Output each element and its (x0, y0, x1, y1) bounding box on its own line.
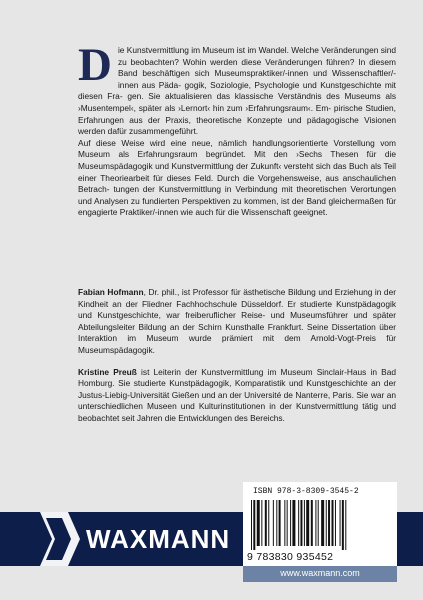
blurb-line: ›Sechs Thesen für die Museumspädagogik und Kunstvermittlung (78, 149, 396, 171)
barcode-bar (290, 500, 291, 546)
barcode-bar (332, 500, 334, 546)
blurb-line: und pädagogische Visionen werden dafür zusammengeführt. (78, 114, 396, 137)
waxmann-logo-icon (40, 512, 80, 566)
author-name: Fabian Hofmann (78, 287, 144, 297)
blurb-line: dieses Feld. Durch die Vorgehensweise, aus anschaulichen Betrach- (78, 172, 396, 195)
blurb-line: Vorstellung vom Museum als Erfahrungsraum begründet. Mit den (78, 137, 396, 160)
barcode-bar (287, 500, 288, 546)
barcode-digits: 9 783830 935452 (247, 551, 334, 563)
dropcap-letter: D (78, 39, 112, 91)
blurb-line: auch für die Wissenschaft geeignet. (195, 207, 328, 218)
barcode-bar (276, 500, 277, 546)
url-bar (243, 566, 397, 582)
barcode-bar (318, 500, 319, 546)
barcode-bar (335, 500, 336, 546)
barcode-bar (326, 500, 327, 546)
barcode-bar (321, 500, 324, 546)
publisher-name: WAXMANN (86, 524, 231, 554)
barcode-bar (292, 500, 295, 546)
barcode-bar (300, 500, 302, 546)
barcode-bar (257, 500, 260, 546)
author-bio-text: , Dr. phil., ist Professor für ästhetische Bildung und Erziehung in der Kindheit an der Fliedner Fachhochschule Düsseldorf. Er studierte Kunstpädagogik und Kunstgeschichte, war freiberuflicher Reise- und Museumsführer und später Abteilungsleiter Bildung an der Schirn Kunsthalle Frankfurt. Seine Dissertation über Interaktion im Museum wurde prämiert mit dem Arnold-Vogt-Preis für Museumspädagogik. (78, 287, 396, 355)
barcode-bar (345, 500, 346, 550)
barcode-bar (268, 500, 269, 546)
blurb-text-2 (78, 138, 396, 219)
blurb-line: ›Musentempel‹, später als ›Lernort‹ hin zum ›Erfahrungsraum‹. Em- (78, 102, 332, 113)
barcode-area (243, 482, 397, 570)
author-bio-hofmann (78, 287, 396, 357)
barcode-bar (284, 500, 285, 546)
blurb-line: der Zukunft‹ versteht sich das Buch als Teil einer Theoriearbeit für (78, 160, 397, 183)
barcode-bar (315, 500, 316, 546)
blurb-line: tungen der Kunstvermittlung in Verbindung mit theoretischen (113, 184, 347, 195)
barcode-bar (279, 500, 281, 546)
blurb-line: gogik, Soziologie, Psychologie und Kunstgeschichte mit diesen Fra- (78, 79, 396, 102)
author-bios (78, 287, 396, 435)
publisher-url[interactable]: www.waxmann.com (280, 568, 360, 578)
barcode-bar (304, 500, 305, 546)
author-bio-text: ist Leiterin der Kunstvermittlung im Museum Sinclair-Haus in Bad Homburg. Sie studierte Kunstpädagogik, Komparatistik und Kunstgeschichte an der Justus-Liebig-Universität Gießen und an der Université de Nanterre, Paris. Sie war an unterschiedlichen Museen und Kulturinstitutionen in der Kunstvermittlung tätig und beobachtet seit Jahren die Entwicklungen des Bereichs. (78, 366, 396, 423)
barcode-bar (273, 500, 274, 546)
blurb-line: gen. Sie aktualisieren das klassische Verständnis des Museums als (127, 91, 397, 102)
isbn: ISBN 978-3-8309-3545-2 (253, 487, 359, 496)
author-bio-preuss (78, 367, 396, 425)
blurb-line: ie Kunstvermittlung im Museum ist im Wandel. Welche (117, 45, 319, 55)
blurb-line: Auf diese Weise wird eine neue, nämlich handlungsorientierte (78, 137, 329, 148)
barcode-bar (342, 500, 344, 550)
blurb-line: ist der Band gleichermaßen für engagierte Praktiker/-innen wie (78, 195, 396, 218)
blurb-line: Verortungen und Analysen zu fundierten Perspektiven zu kommen, (78, 184, 396, 206)
barcode-bar (340, 500, 341, 546)
blurb (78, 39, 397, 219)
barcode-bar (328, 500, 330, 546)
blurb-line: Museumspraktiker/-innen und Wissenschaftler/-innen aus Päda- (117, 68, 397, 90)
barcode-bar (265, 500, 267, 546)
barcode-bar (251, 500, 252, 550)
blurb-text (78, 39, 397, 138)
barcode-bar (261, 500, 262, 546)
barcode-bar (311, 500, 313, 546)
blurb-line: pirische Studien, Erfahrungen aus der Praxis, theoretische Konzepte (78, 102, 396, 125)
barcode-bar (306, 500, 309, 546)
barcode-icon (249, 500, 391, 550)
blurb-line: Veränderungen sind zu beobachten? Wohin werden diese (117, 45, 396, 67)
author-name: Kristine Preuß (78, 366, 137, 377)
barcode-bar (253, 500, 255, 550)
barcode-bar (298, 500, 299, 546)
blurb-line: Veränderungen führen? In diesem Band beschäftigen sich (117, 56, 396, 79)
